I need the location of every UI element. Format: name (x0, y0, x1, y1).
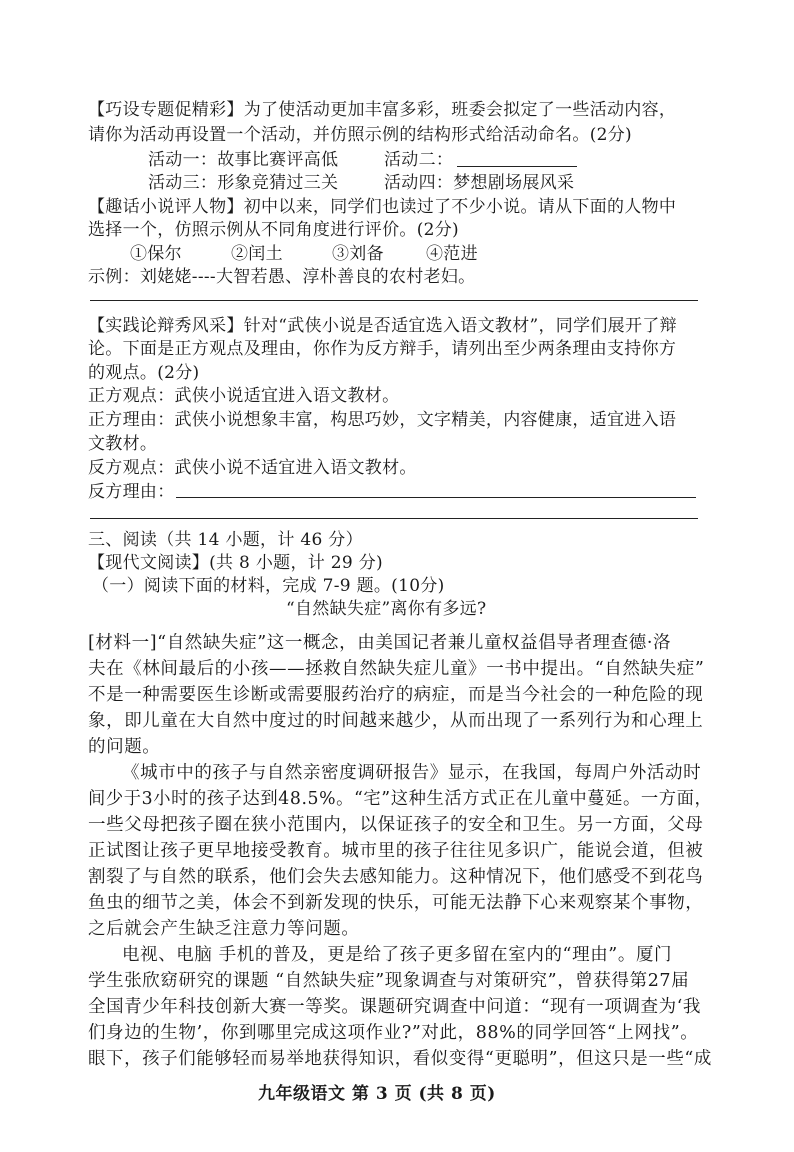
material-p1-line2: 夫在《林间最后的小孩——拯救自然缺失症儿童》一书中提出。“自然缺失症” (88, 659, 705, 679)
material-p3-line1: 电视、电脑 手机的普及，更是给了孩子更多留在室内的“理由”。厦门 (122, 945, 673, 965)
material-p2-line7: 之后就会产生缺乏注意力等问题。 (88, 919, 360, 939)
option-baoer: ①保尔 (130, 244, 182, 264)
con-reason-answer-line1[interactable] (176, 497, 696, 498)
material-p2-line5: 割裂了与自然的联系，他们会失去感知能力。这种情况下，他们感受不到花鸟 (88, 867, 704, 887)
design-prompt-line1: 【巧设专题促精彩】为了使活动更加丰富多彩，班委会拟定了一些活动内容， (88, 100, 677, 120)
article-title: “自然缺失症”离你有多远? (286, 599, 487, 619)
option-runtu: ②闰土 (231, 244, 283, 264)
activity-two-label: 活动二： (384, 150, 454, 170)
debate-prompt-line1: 【实践论辩秀风采】针对“武侠小说是否适宜选入语文教材”，同学们展开了辩 (88, 316, 677, 336)
material-p1-line3: 不是一种需要医生诊断或需要服药治疗的病症，而是当今社会的一种危险的现 (88, 685, 704, 705)
activity-one: 活动一：故事比赛评高低 (148, 150, 339, 170)
pro-reason-line1: 正方理由：武侠小说想象丰富，构思巧妙，文字精美，内容健康，适宜进入语 (88, 410, 677, 430)
option-fanjin: ④范进 (426, 244, 478, 264)
material-p1-line5: 的问题。 (88, 737, 161, 757)
novel-prompt-line2: 选择一个，仿照示例从不同角度进行评价。(2分) (88, 220, 459, 240)
option-liubei: ③刘备 (332, 244, 384, 264)
activity-three: 活动三：形象竞猜过三关 (148, 173, 339, 193)
design-prompt-line2: 请你为活动再设置一个活动，并仿照示例的结构形式给活动命名。(2分) (88, 125, 632, 145)
modern-reading-heading: 【现代文阅读】(共 8 小题，计 29 分) (88, 553, 383, 573)
activity-four: 活动四：梦想剧场展风采 (384, 173, 575, 193)
activity-two-answer-blank[interactable] (457, 166, 577, 167)
material-p3-line5: 眼下，孩子们能够轻而易举地获得知识，看似变得“更聪明”，但这只是一些“成 (88, 1049, 712, 1069)
con-reason-label: 反方理由： (88, 482, 175, 502)
con-reason-answer-line2[interactable] (90, 518, 698, 519)
material-p1-line1: [材料一]“自然缺失症”这一概念，由美国记者兼儿童权益倡导者理查德·洛 (88, 633, 672, 653)
debate-prompt-line3: 的观点。(2分) (88, 363, 200, 383)
material-p1-line4: 象，即儿童在大自然中度过的时间越来越少，从而出现了一系列行为和心理上 (88, 711, 704, 731)
reading-heading: 三、阅读（共 14 小题，计 46 分） (88, 530, 363, 550)
novel-prompt-line1: 【趣话小说评人物】初中以来，同学们也读过了不少小说。请从下面的人物中 (88, 197, 677, 217)
novel-example: 示例：刘姥姥----大智若愚、淳朴善良的农村老妇。 (88, 267, 476, 287)
part-one-instruction: （一）阅读下面的材料，完成 7-9 题。(10分) (92, 576, 445, 596)
page-footer: 九年级语文 第 3 页 (共 8 页) (258, 1084, 496, 1104)
con-view: 反方观点：武侠小说不适宜进入语文教材。 (88, 458, 417, 478)
pro-reason-line2: 文教材。 (88, 434, 158, 454)
material-p2-line6: 鱼虫的细节之美，体会不到新发现的快乐，可能无法静下心来观察某个事物， (88, 893, 704, 913)
material-p3-line3: 全国青少年科技创新大赛一等奖。课题研究调查中问道：“现有一项调查为‘我 (88, 997, 702, 1017)
material-p2-line2: 间少于3小时的孩子达到48.5%。“宅”这种生活方式正在儿童中蔓延。一方面， (88, 789, 713, 809)
material-p2-line1: 《城市中的孩子与自然亲密度调研报告》显示，在我国，每周户外活动时 (122, 763, 702, 783)
novel-answer-line[interactable] (90, 300, 698, 301)
material-p2-line4: 正试图让孩子更早地接受教育。城市里的孩子往往见多识广，能说会道，但被 (88, 841, 704, 861)
activity-two (384, 150, 577, 170)
material-p3-line2: 学生张欣窈研究的课题 “自然缺失症”现象调查与对策研究”，曾获得第27届 (88, 971, 690, 991)
material-p2-line3: 一些父母把孩子圈在狭小范围内，以保证孩子的安全和卫生。另一方面，父母 (88, 815, 704, 835)
debate-prompt-line2: 论。下面是正方观点及理由，你作为反方辩手，请列出至少两条理由支持你方 (88, 339, 677, 359)
pro-view: 正方观点：武侠小说适宜进入语文教材。 (88, 386, 400, 406)
material-p3-line4: 们身边的生物’，你到哪里完成这项作业?”对此，88%的同学回答“上网找”。 (88, 1023, 699, 1043)
